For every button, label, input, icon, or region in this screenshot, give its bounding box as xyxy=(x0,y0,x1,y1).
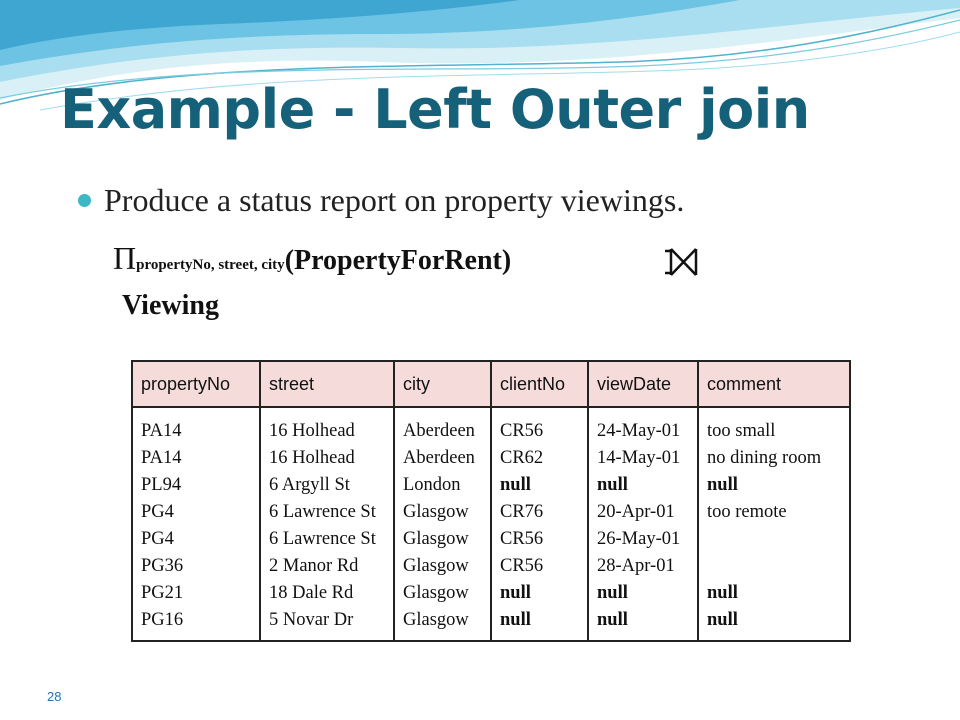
column-viewDate xyxy=(588,407,698,640)
bullet-dot-icon xyxy=(78,194,91,207)
column-header: comment xyxy=(698,362,849,407)
table-cell: CR56 xyxy=(500,529,544,549)
table-cell: null xyxy=(597,475,628,495)
table-cell: CR56 xyxy=(500,556,544,576)
table-cell: 6 Argyll St xyxy=(269,475,350,495)
table-cell: null xyxy=(597,610,628,630)
column-header: viewDate xyxy=(588,362,698,407)
table-cell: 28-Apr-01 xyxy=(597,556,675,576)
table-cell xyxy=(707,553,849,580)
second-relation: Viewing xyxy=(122,290,219,321)
column-header: city xyxy=(394,362,491,407)
table-cell: PA14 xyxy=(141,448,182,468)
table-cell: null xyxy=(597,583,628,603)
table-cell: 26-May-01 xyxy=(597,529,681,549)
table-cell: 16 Holhead xyxy=(269,421,355,441)
table-cell: CR76 xyxy=(500,502,544,522)
table-cell: null xyxy=(707,583,738,603)
table-cell: PA14 xyxy=(141,421,182,441)
bullet-item xyxy=(78,182,684,219)
table-cell: Glasgow xyxy=(403,583,469,603)
table-cell: PL94 xyxy=(141,475,182,495)
table-cell: CR56 xyxy=(500,421,544,441)
bullet-text: Produce a status report on property viewings. xyxy=(104,182,685,218)
table-cell: 2 Manor Rd xyxy=(269,556,359,576)
table-cell: PG21 xyxy=(141,583,184,603)
relation-name: (PropertyForRent) xyxy=(284,245,512,276)
table-cell: 14-May-01 xyxy=(597,448,681,468)
table-cell: 18 Dale Rd xyxy=(269,583,354,603)
column-clientNo xyxy=(491,407,588,640)
column-header: street xyxy=(260,362,394,407)
table-cell: too small xyxy=(707,421,776,441)
column-header: clientNo xyxy=(491,362,588,407)
table-cell: 6 Lawrence St xyxy=(269,529,376,549)
table-cell: Aberdeen xyxy=(403,448,475,468)
table-cell: 6 Lawrence St xyxy=(269,502,376,522)
table-cell: 5 Novar Dr xyxy=(269,610,354,630)
table-cell: too remote xyxy=(707,502,787,522)
column-city xyxy=(394,407,491,640)
column-street xyxy=(260,407,394,640)
table-cell: null xyxy=(707,610,738,630)
table-cell: PG36 xyxy=(141,556,184,576)
table-cell: PG4 xyxy=(141,502,174,522)
slide-number: 28 xyxy=(47,689,62,704)
result-table xyxy=(131,360,851,642)
table-cell: CR62 xyxy=(500,448,544,468)
table-cell: Glasgow xyxy=(403,610,469,630)
table-cell: Glasgow xyxy=(403,502,469,522)
column-comment xyxy=(698,407,849,640)
table-cell: null xyxy=(500,610,531,630)
table-cell: Glasgow xyxy=(403,556,469,576)
table-cell: 24-May-01 xyxy=(597,421,681,441)
table-body-row xyxy=(133,407,849,640)
table-cell: Aberdeen xyxy=(403,421,475,441)
left-outer-join-icon xyxy=(662,247,700,277)
table-cell: PG4 xyxy=(141,529,174,549)
table-cell: no dining room xyxy=(707,448,822,468)
table-header-row xyxy=(133,362,849,407)
column-header: propertyNo xyxy=(133,362,260,407)
table-cell xyxy=(707,526,849,553)
relational-expression xyxy=(113,240,511,277)
table-cell: null xyxy=(707,475,738,495)
table-cell: Glasgow xyxy=(403,529,469,549)
slide-title: Example - Left Outer join xyxy=(60,78,810,141)
table-cell: 16 Holhead xyxy=(269,448,355,468)
table-cell: null xyxy=(500,583,531,603)
table-cell: London xyxy=(403,475,461,495)
column-propertyNo xyxy=(133,407,260,640)
projection-operator: Π xyxy=(113,240,137,276)
table-cell: PG16 xyxy=(141,610,184,630)
table-cell: null xyxy=(500,475,531,495)
table-cell: 20-Apr-01 xyxy=(597,502,675,522)
projection-attributes: propertyNo, street, city xyxy=(136,257,285,273)
